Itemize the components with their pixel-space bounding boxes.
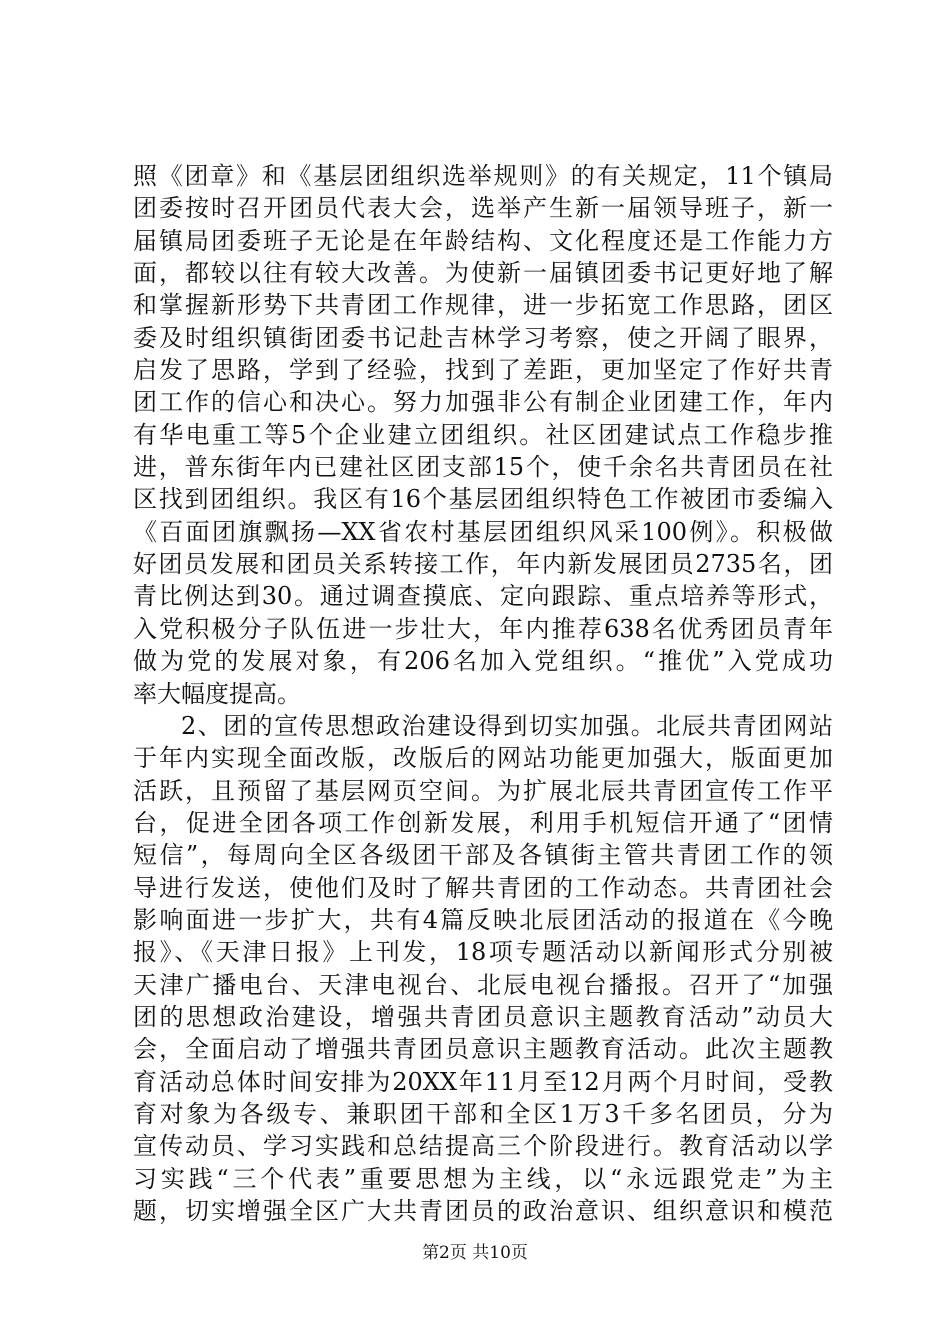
text-line: 天津广播电台、天津电视台、北辰电视台播报。召开了“加强 bbox=[133, 970, 833, 999]
text-line: 活跃，且预留了基层网页空间。为扩展北辰共青团宣传工作平 bbox=[133, 776, 833, 805]
text-line: 照《团章》和《基层团组织选举规则》的有关规定，11个镇局 bbox=[133, 162, 833, 190]
text-line: 委及时组织镇街团委书记赴吉林学习考察，使之开阔了眼界， bbox=[133, 323, 833, 352]
text-line: 于年内实现全面改版，改版后的网站功能更加强大，版面更加 bbox=[133, 744, 833, 773]
page-number-footer: 第2页 共10页 bbox=[422, 1243, 528, 1263]
text-line: 影响面进一步扩大，共有4篇反映北辰团活动的报道在《今晚 bbox=[133, 905, 833, 934]
text-line: 进，普东街年内已建社区团支部15个，使千余名共青团员在社 bbox=[133, 453, 833, 482]
text-line: 届镇局团委班子无论是在年龄结构、文化程度还是工作能力方 bbox=[133, 226, 833, 255]
text-line: 会，全面启动了增强共青团员意识主题教育活动。此次主题教 bbox=[133, 1035, 833, 1064]
text-line: 宣传动员、学习实践和总结提高三个阶段进行。教育活动以学 bbox=[133, 1132, 833, 1161]
text-line: 育活动总体时间安排为20XX年11月至12月两个月时间，受教 bbox=[133, 1067, 833, 1096]
text-line: 育对象为各级专、兼职团干部和全区1万3千多名团员，分为 bbox=[133, 1099, 833, 1128]
text-line: 和掌握新形势下共青团工作规律，进一步拓宽工作思路，团区 bbox=[133, 291, 833, 320]
body-text bbox=[133, 160, 833, 1227]
text-line: 有华电重工等5个企业建立团组织。社区团建试点工作稳步推 bbox=[133, 420, 833, 449]
paragraph-heading-line: 2、团的宣传思想政治建设得到切实加强。北辰共青团网站 bbox=[181, 711, 833, 740]
text-line: 团工作的信心和决心。努力加强非公有制企业团建工作，年内 bbox=[133, 388, 833, 417]
text-line: 启发了思路，学到了经验，找到了差距，更加坚定了作好共青 bbox=[133, 356, 833, 385]
text-line: 《百面团旗飘扬—XX省农村基层团组织风采100例》。积极做 bbox=[133, 517, 833, 546]
text-line: 好团员发展和团员关系转接工作，年内新发展团员2735名，团 bbox=[133, 550, 833, 579]
text-line: 团委按时召开团员代表大会，选举产生新一届领导班子，新一 bbox=[133, 194, 833, 223]
text-line: 台，促进全团各项工作创新发展，利用手机短信开通了“团情 bbox=[133, 808, 833, 837]
text-line: 入党积极分子队伍进一步壮大，年内推荐638名优秀团员青年 bbox=[133, 614, 833, 643]
text-line: 率大幅度提高。 bbox=[133, 679, 301, 708]
text-line: 导进行发送，使他们及时了解共青团的工作动态。共青团社会 bbox=[133, 873, 833, 902]
text-line: 做为党的发展对象，有206名加入党组织。“推优”入党成功 bbox=[133, 647, 833, 676]
text-line: 青比例达到30。通过调查摸底、定向跟踪、重点培养等形式， bbox=[133, 582, 833, 611]
text-line: 题，切实增强全区广大共青团员的政治意识、组织意识和模范 bbox=[133, 1197, 833, 1225]
text-line: 区找到团组织。我区有16个基层团组织特色工作被团市委编入 bbox=[133, 485, 833, 514]
text-line: 面，都较以往有较大改善。为使新一届镇团委书记更好地了解 bbox=[133, 259, 833, 288]
text-line: 短信”，每周向全区各级团干部及各镇街主管共青团工作的领 bbox=[133, 841, 833, 870]
text-line: 报》、《天津日报》上刊发，18项专题活动以新闻形式分别被 bbox=[133, 938, 833, 967]
text-line: 习实践“三个代表”重要思想为主线，以“永远跟党走”为主 bbox=[133, 1164, 833, 1193]
text-line: 团的思想政治建设，增强共青团员意识主题教育活动”动员大 bbox=[133, 1002, 833, 1031]
